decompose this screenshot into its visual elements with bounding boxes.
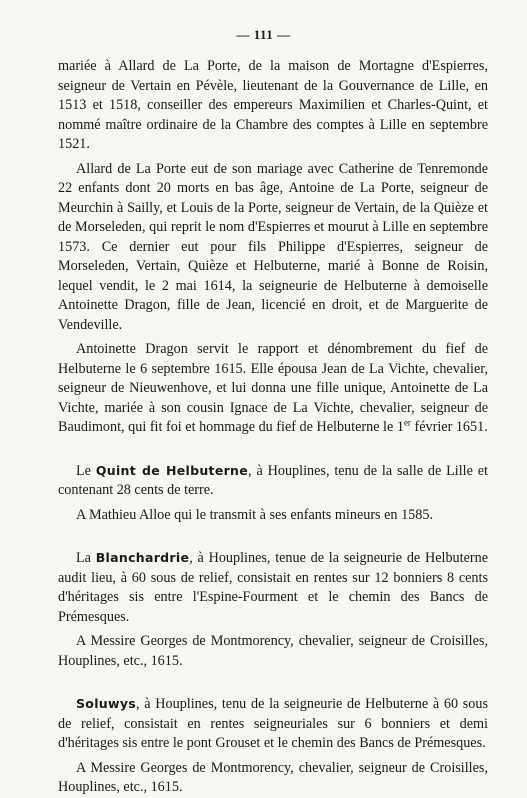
fief-name-blanchardrie: Blanchardrie [95, 550, 190, 565]
paragraph-quint-text: , à Houplines, tenu de la salle de Lille et contenant 28 cents de terre. [58, 462, 489, 498]
ordinal-superscript: er [403, 417, 411, 428]
paragraph-antoinette-dragon-ending: février 1651. [410, 419, 488, 435]
paragraph-antoinette-dragon [58, 340, 488, 438]
document-body [58, 57, 488, 798]
paragraph-allard-marriage: mariée à Allard de La Porte, de la maison de Mortagne d'Espierres, seigneur de Vertain en Pévèle, lieutenant de la Gouvernance de Lille, en 1513 et 1518, conseiller des empereurs Maximilien et Charles-Quint, et nommé maître ordinaire de la Chambre des comptes à Lille en septembre 1521. [58, 58, 488, 152]
paragraph-blanchardrie [58, 548, 488, 627]
paragraph-prefix: La [76, 550, 96, 566]
paragraph-soluwys [58, 694, 488, 754]
paragraph-montmorency-2: A Messire Georges de Montmorency, chevalier, seigneur de Croisilles, Houplines, etc., 1615. [58, 759, 488, 795]
paragraph-allard-family: Allard de La Porte eut de son mariage avec Catherine de Tenremonde 22 enfants dont 20 morts en bas âge, Antoine de La Porte, seigneur de Meurchin à Sailly, et Louis de la Porte, seigneur de Vertain, de la Quièze et de Morseleden, qui reprit le nom d'Espierres et mourut à Lille en septembre 1573. Ce dernier eut pour fils Philippe d'Espierres, seigneur de Morseleden, Vertain, Quièze et Helbuterne, marié à Bonne de Roisin, lequel vendit, le 2 mai 1614, la seigneurie de Helbuterne à demoiselle Antoinette Dragon, fille de Jean, licencié en droit, et de Marguerite de Vendeville. [58, 160, 488, 333]
paragraph-blanchardrie-text: , à Houplines, tenue de la seigneurie de Helbuterne audit lieu, à 60 sous de relief, consistait en rentes sur 12 bonniers 8 cents d'héritages sis entre l'Espine-Fourment et le chemin des Bancs de Prémesques. [58, 550, 488, 625]
paragraph-mathieu-alloe: A Mathieu Alloe qui le transmit à ses enfants mineurs en 1585. [76, 506, 433, 523]
fief-name-soluwys: Soluwys [76, 696, 137, 711]
paragraph-montmorency-1: A Messire Georges de Montmorency, chevalier, seigneur de Croisilles, Houplines, etc., 1615. [58, 633, 488, 669]
paragraph-quint-de-helbuterne [58, 461, 488, 501]
paragraph-soluwys-text: , à Houplines, tenu de la seigneurie de Helbuterne à 60 sous de relief, consistait en rentes seigneuriales sur 6 bonniers et demi d'héritages sis entre le pont Grouset et le chemin des Bancs de Prémesques. [58, 696, 488, 751]
fief-name-quint-de-helbuterne: Quint de Helbuterne [95, 462, 249, 478]
page-number: — 111 — [236, 27, 291, 42]
paragraph-prefix: Le [76, 462, 96, 479]
paragraph-antoinette-dragon-text: Antoinette Dragon servit le rapport et dénombrement du fief de Helbuterne le 6 septembre 1615. Elle épousa Jean de La Vichte, chevalier, seigneur de Nieuwenhove, et lui donna une fille unique, Antoinette de La Vichte, mariée à son cousin Ignace de La Vichte, chevalier, seigneur de Baudimont, qui fit foi et hommage du fief de Helbuterne le 1 [58, 341, 488, 435]
